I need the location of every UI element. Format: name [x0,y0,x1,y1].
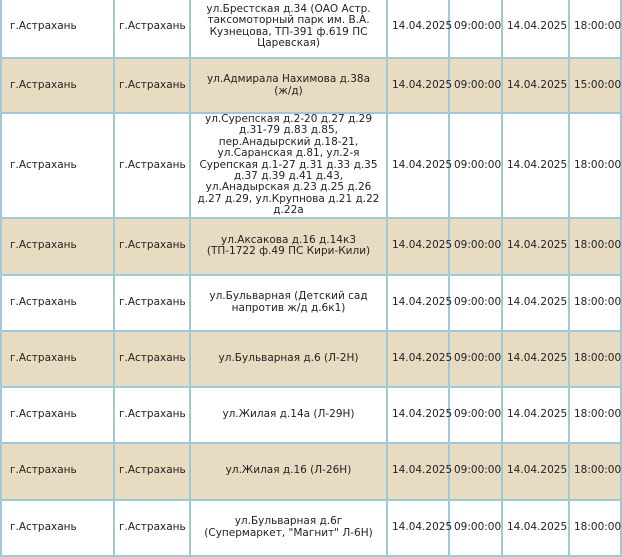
address-cell: ул.Сурепская д.2-20 д.27 д.29 д.31-79 д.83 д.85, пер.Анадырский д.18-21, ул.Саранская д.81, ул.2-я Сурепская д.1-27 д.31 д.33 д.35 д.37 д.39 д.41 д.43, ул.Анадырская д.23 д.25 д.26 д.27 д.29, ул.Крупнова д.21 д.22 д.22а [190,113,387,218]
start-time-cell: 09:00:00 [449,275,502,331]
end-time-cell: 18:00:00 [569,387,621,443]
end-time-cell: 18:00:00 [569,113,621,218]
city-cell: г.Астрахань [114,331,190,387]
table-body [1,0,621,556]
table-row [1,0,621,58]
end-time-cell: 15:00:00 [569,58,621,113]
city-cell: г.Астрахань [114,218,190,275]
end-date-cell: 14.04.2025 [502,387,569,443]
table-row [1,113,621,218]
start-date-cell: 14.04.2025 [387,218,449,275]
table-row [1,58,621,113]
start-date-cell: 14.04.2025 [387,0,449,58]
end-date-cell: 14.04.2025 [502,331,569,387]
end-time-cell: 18:00:00 [569,275,621,331]
end-date-cell: 14.04.2025 [502,443,569,500]
end-time-cell: 18:00:00 [569,443,621,500]
table-row [1,387,621,443]
address-cell: ул.Жилая д.16 (Л-26Н) [190,443,387,500]
start-date-cell: 14.04.2025 [387,275,449,331]
end-date-cell: 14.04.2025 [502,275,569,331]
end-time-cell: 18:00:00 [569,218,621,275]
address-cell: ул.Брестская д.34 (ОАО Астр. таксомоторный парк им. В.А. Кузнецова, ТП-391 ф.619 ПС Царевская) [190,0,387,58]
city-cell: г.Астрахань [114,0,190,58]
start-time-cell: 09:00:00 [449,0,502,58]
start-date-cell: 14.04.2025 [387,58,449,113]
address-cell: ул.Бульварная д.6 (Л-2Н) [190,331,387,387]
region-cell: г.Астрахань [1,113,114,218]
end-time-cell: 18:00:00 [569,331,621,387]
table-row [1,275,621,331]
end-time-cell: 18:00:00 [569,0,621,58]
region-cell: г.Астрахань [1,387,114,443]
region-cell: г.Астрахань [1,275,114,331]
start-time-cell: 09:00:00 [449,500,502,556]
region-cell: г.Астрахань [1,218,114,275]
start-time-cell: 09:00:00 [449,58,502,113]
start-date-cell: 14.04.2025 [387,500,449,556]
address-cell: ул.Адмирала Нахимова д.38а (ж/д) [190,58,387,113]
start-date-cell: 14.04.2025 [387,113,449,218]
city-cell: г.Астрахань [114,387,190,443]
start-date-cell: 14.04.2025 [387,387,449,443]
region-cell: г.Астрахань [1,443,114,500]
start-date-cell: 14.04.2025 [387,331,449,387]
table-row [1,443,621,500]
region-cell: г.Астрахань [1,58,114,113]
city-cell: г.Астрахань [114,500,190,556]
end-date-cell: 14.04.2025 [502,58,569,113]
address-cell: ул.Бульварная д.6г (Супермаркет, "Магнит" Л-6Н) [190,500,387,556]
city-cell: г.Астрахань [114,58,190,113]
city-cell: г.Астрахань [114,443,190,500]
end-date-cell: 14.04.2025 [502,500,569,556]
region-cell: г.Астрахань [1,500,114,556]
address-cell: ул.Аксакова д.16 д.14к3 (ТП-1722 ф.49 ПС Кири-Кили) [190,218,387,275]
table-row [1,218,621,275]
address-cell: ул.Бульварная (Детский сад напротив ж/д д.6к1) [190,275,387,331]
start-time-cell: 09:00:00 [449,218,502,275]
region-cell: г.Астрахань [1,0,114,58]
address-cell: ул.Жилая д.14а (Л-29Н) [190,387,387,443]
city-cell: г.Астрахань [114,113,190,218]
end-date-cell: 14.04.2025 [502,0,569,58]
start-time-cell: 09:00:00 [449,443,502,500]
table-row [1,331,621,387]
end-time-cell: 18:00:00 [569,500,621,556]
start-time-cell: 09:00:00 [449,387,502,443]
city-cell: г.Астрахань [114,275,190,331]
start-time-cell: 09:00:00 [449,113,502,218]
start-time-cell: 09:00:00 [449,331,502,387]
end-date-cell: 14.04.2025 [502,113,569,218]
table-row [1,500,621,556]
end-date-cell: 14.04.2025 [502,218,569,275]
start-date-cell: 14.04.2025 [387,443,449,500]
region-cell: г.Астрахань [1,331,114,387]
